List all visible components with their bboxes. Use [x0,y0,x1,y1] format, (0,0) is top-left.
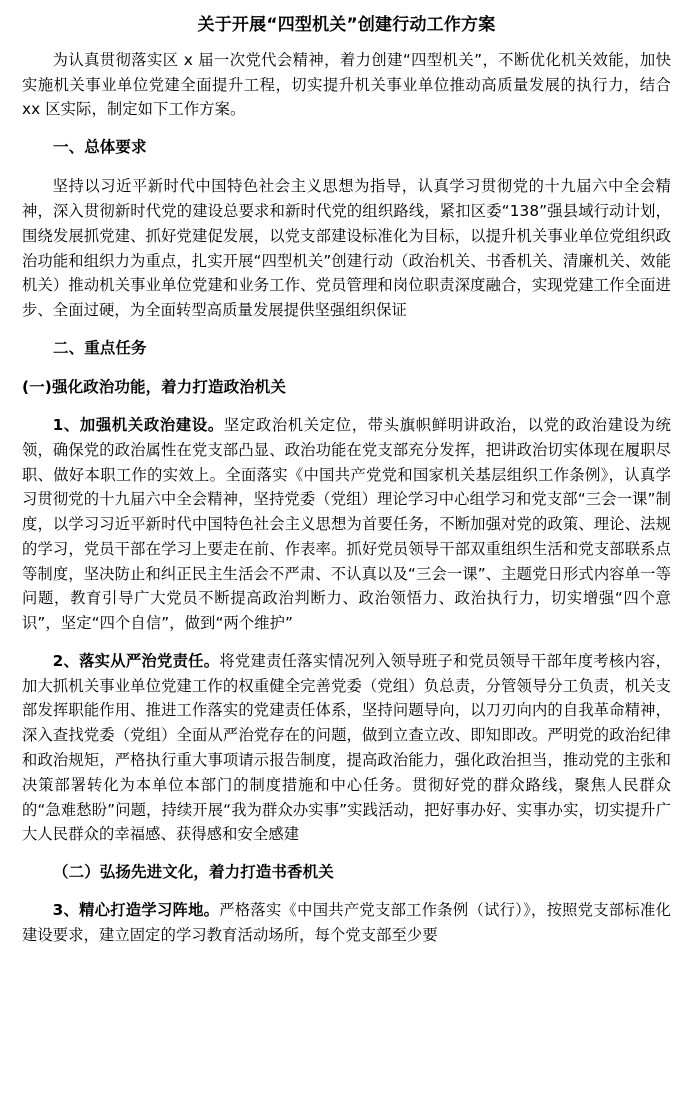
task-3-lead: 3、精心打造学习阵地。 [52,901,220,920]
section-heading-key-tasks: 二、重点任务 [53,338,147,357]
task-2-lead: 2、落实从严治党责任。 [52,651,220,670]
task-2-text: 将党建责任落实情况列入领导班子和党员领导干部年度考核内容，加大抓机关事业单位党建工作的权重健全完善党委（党组）负总责，分管领导分工负责，机关支部发挥职能作用、推进工作落实的党建责任体系，坚持问题导向，以刀刃向内的自我革命精神，深入查找党委（党组）全面从严治党存在的问题，做到立查立改、即知即改。严明党的政治纪律和政治规矩，严格执行重大事项请示报告制度，提高政治能力，强化政治担当，推动党的主张和决策部署转化为本单位本部门的制度措施和中心任务。贯彻好党的群众路线，聚焦人民群众的“急难愁盼”问题，持续开展“我为群众办实事”实践活动，把好事办好、实事办实，切实提升广大人民群众的幸福感、获得感和安全感建 [22,651,672,844]
subsection-heading-advanced-culture: （二）弘扬先进文化，着力打造书香机关 [53,863,334,882]
task-paragraph-1 [22,413,671,636]
preamble-paragraph: 为认真贯彻落实区 x 届一次党代会精神，着力创建“四型机关”，不断优化机关效能，加快实施机关事业单位党建全面提升工程，切实提升机关事业单位推动高质量发展的执行力，结合 xx 区实际，制定如下工作方案。 [22,50,671,119]
section-heading-overall-requirements: 一、总体要求 [53,138,147,157]
task-1-text: 坚定政治机关定位，带头旗帜鲜明讲政治，以党的政治建设为统领，确保党的政治属性在党支部凸显、政治功能在党支部充分发挥，把讲政治切实体现在履职尽职、做好本职工作的实效上。全面落实《中国共产党党和国家机关基层组织工作条例》，认真学习贯彻党的十九届六中全会精神，坚持党委（党组）理论学习中心组学习和党支部“三会一课”制度，以学习习近平新时代中国特色社会主义思想为首要任务，不断加强对党的政策、理论、法规的学习，党员干部在学习上要走在前、作表率。抓好党员领导干部双重组织生活和党支部联系点等制度，坚决防止和纠正民主生活会不严肃、不认真以及“三会一课”、主题党日形式内容单一等问题，教育引导广大党员不断提高政治判断力、政治领悟力、政治执行力，切实增强“四个意识”，坚定“四个自信”，做到“两个维护” [22,416,671,633]
overall-requirements-paragraph: 坚持以习近平新时代中国特色社会主义思想为指导，认真学习贯彻党的十九届六中全会精神，深入贯彻新时代党的建设总要求和新时代党的组织路线，紧扣区委“138”强县域行动计划，围绕发展抓党建、抓好党建促发展，以党支部建设标准化为目标，以提升机关事业单位党组织政治功能和组织力为重点，扎实开展“四型机关”创建行动（政治机关、书香机关、清廉机关、效能机关）推动机关事业单位党建和业务工作、党员管理和岗位职责深度融合，实现党建工作全面进步、全面过硬，为全面转型高质量发展提供坚强组织保证 [22,177,671,320]
task-3-text: 严格落实《中国共产党支部工作条例（试行）》，按照党支部标准化建设要求，建立固定的学习教育活动场所，每个党支部至少要 [22,901,672,944]
task-paragraph-2 [22,649,671,847]
task-paragraph-3 [22,898,671,948]
document-title [22,14,671,38]
subsection-heading-political-function: (一)强化政治功能，着力打造政治机关 [22,377,286,396]
document-title-text: 关于开展“四型机关”创建行动工作方案 [197,15,496,35]
task-1-lead: 1、加强机关政治建设。 [52,416,224,435]
